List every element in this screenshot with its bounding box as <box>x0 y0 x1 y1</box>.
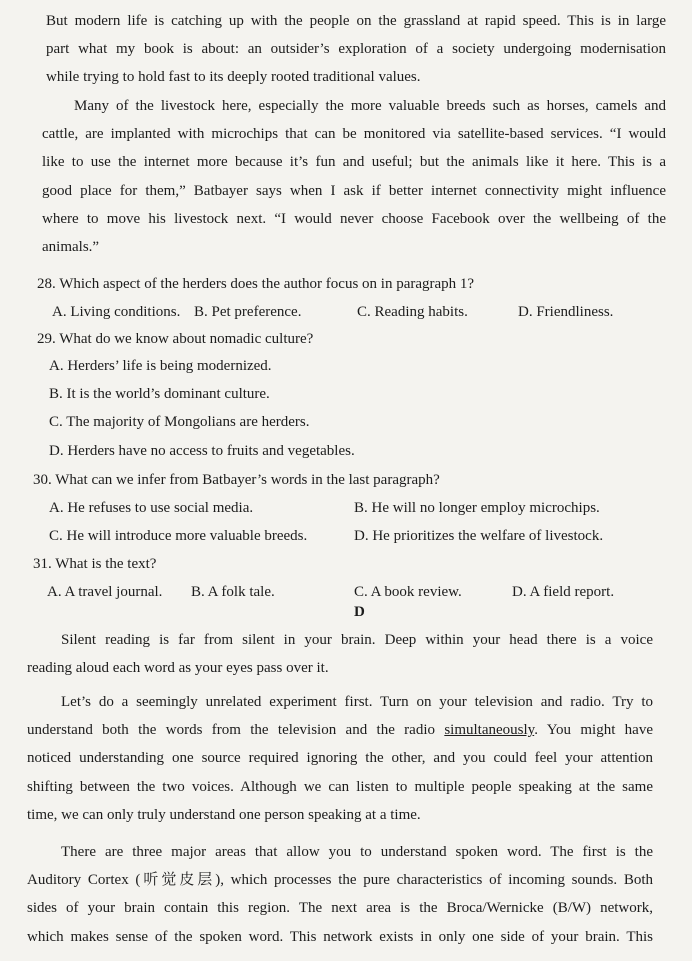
passage-c-paragraph-1 <box>46 7 666 92</box>
text-line: part what my book is about: an outsider’s exploration of a society undergoing modernisation <box>46 41 666 58</box>
question-30-option-a: A. He refuses to use social media. <box>49 500 254 516</box>
text-line: where to move his livestock next. “I would never choose Facebook over the wellbeing of the <box>42 210 666 227</box>
question-30-option-c: C. He will introduce more valuable breeds. <box>49 528 308 544</box>
question-31-option-a: A. A travel journal. <box>47 584 163 600</box>
question-28-option-c: C. Reading habits. <box>357 304 468 320</box>
question-29-option-d: D. Herders have no access to fruits and vegetables. <box>49 443 355 459</box>
underlined-word: simultaneously <box>444 722 535 739</box>
question-28-option-a: A. Living conditions. <box>52 304 181 320</box>
text-line: time, we can only truly understand one person speaking at a time. <box>27 806 421 823</box>
text-line: like to use the internet more because it’s fun and useful; but the animals like it here. This is a <box>42 154 666 171</box>
section-heading: D <box>354 604 365 620</box>
question-30-option-d: D. He prioritizes the welfare of livestock. <box>354 528 604 544</box>
text-line: Silent reading is far from silent in your brain. Deep within your head there is a voice <box>61 632 653 648</box>
question-30-option-b: B. He will no longer employ microchips. <box>354 500 600 516</box>
question-29-option-b: B. It is the world’s dominant culture. <box>49 386 270 402</box>
question-29-stem: 29. What do we know about nomadic culture? <box>37 331 314 347</box>
text-line: while trying to hold fast to its deeply rooted traditional values. <box>46 69 421 86</box>
question-30-stem: 30. What can we infer from Batbayer’s words in the last paragraph? <box>33 472 440 488</box>
question-29-option-a: A. Herders’ life is being modernized. <box>49 358 272 374</box>
passage-d-paragraph-1 <box>27 626 653 682</box>
text-line: Many of the livestock here, especially the more valuable breeds such as horses, camels and <box>74 98 666 114</box>
text-line: But modern life is catching up with the people on the grassland at rapid speed. This is in large <box>46 13 666 29</box>
passage-d-paragraph-2 <box>27 688 653 829</box>
text-line: good place for them,” Batbayer says when I ask if better internet connectivity might influence <box>42 182 666 199</box>
text-line: cattle, are implanted with microchips that can be monitored via satellite-based services. “I would <box>42 126 666 143</box>
text-line: There are three major areas that allow you to understand spoken word. The first is the <box>61 844 653 860</box>
passage-d-paragraph-3 <box>27 838 653 951</box>
text-segment: understand both the words from the television and the radio <box>27 722 445 739</box>
question-29-option-c: C. The majority of Mongolians are herders. <box>49 414 310 430</box>
text-line: animals.” <box>42 239 100 256</box>
text-line: shifting between the two voices. Although we can listen to multiple people speaking at the same <box>27 778 653 795</box>
question-28-option-d: D. Friendliness. <box>518 304 614 320</box>
question-31-stem: 31. What is the text? <box>33 556 157 572</box>
text-segment: . You might have <box>534 722 653 739</box>
text-line: noticed understanding one source required ignoring the other, and you could feel your attention <box>27 750 653 767</box>
question-28-stem: 28. Which aspect of the herders does the author focus on in paragraph 1? <box>37 276 475 292</box>
question-28-option-b: B. Pet preference. <box>194 304 302 320</box>
question-31-option-b: B. A folk tale. <box>191 584 275 600</box>
passage-c-paragraph-2 <box>42 92 666 261</box>
text-line: Auditory Cortex (听觉皮层), which processes the pure characteristics of incoming sounds. Both <box>27 872 653 889</box>
text-line: sides of your brain contain this region. The next area is the Broca/Wernicke (B/W) network, <box>27 900 653 917</box>
text-line-with-underline <box>27 716 653 744</box>
question-31-option-c: C. A book review. <box>354 584 462 600</box>
text-line: reading aloud each word as your eyes pass over it. <box>27 660 329 677</box>
question-31-option-d: D. A field report. <box>512 584 615 600</box>
text-line: which makes sense of the spoken word. This network exists in only one side of your brain. This <box>27 928 653 945</box>
text-line: Let’s do a seemingly unrelated experiment first. Turn on your television and radio. Try to <box>61 694 653 710</box>
